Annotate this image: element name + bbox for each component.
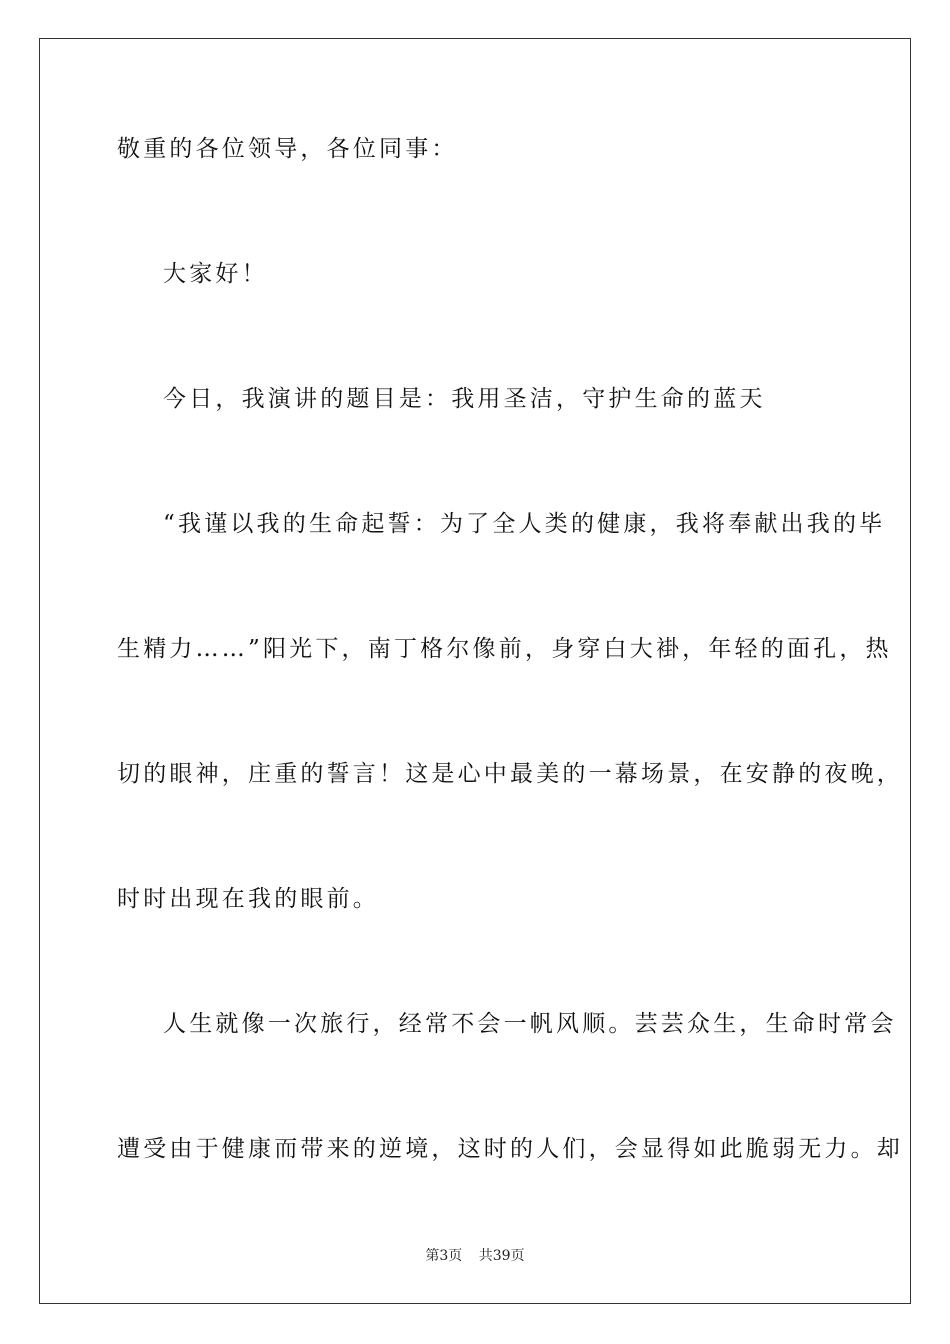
paragraph-line: 人生就像一次旅行，经常不会一帆风顺。芸芸众生，生命时常会 <box>163 1011 897 1037</box>
greeting-line: 敬重的各位领导，各位同事： <box>117 136 458 162</box>
page-total: 共39页 <box>478 1248 525 1264</box>
page-footer <box>0 1246 950 1266</box>
salutation-line: 大家好！ <box>163 261 268 287</box>
topic-line: 今日，我演讲的题目是：我用圣洁，守护生命的蓝天 <box>163 386 766 412</box>
paragraph-line: 遭受由于健康而带来的逆境，这时的人们，会显得如此脆弱无力。却 <box>117 1136 903 1162</box>
paragraph-line: “我谨以我的生命起誓：为了全人类的健康，我将奉献出我的毕 <box>163 511 886 537</box>
paragraph-line: 生精力……”阳光下，南丁格尔像前，身穿白大褂，年轻的面孔，热 <box>117 636 892 662</box>
page-number: 第3页 <box>425 1248 463 1264</box>
page-frame <box>39 38 911 1304</box>
paragraph-line: 切的眼神，庄重的誓言！这是心中最美的一幕场景，在安静的夜晚， <box>117 761 903 787</box>
paragraph-line: 时时出现在我的眼前。 <box>117 886 379 912</box>
